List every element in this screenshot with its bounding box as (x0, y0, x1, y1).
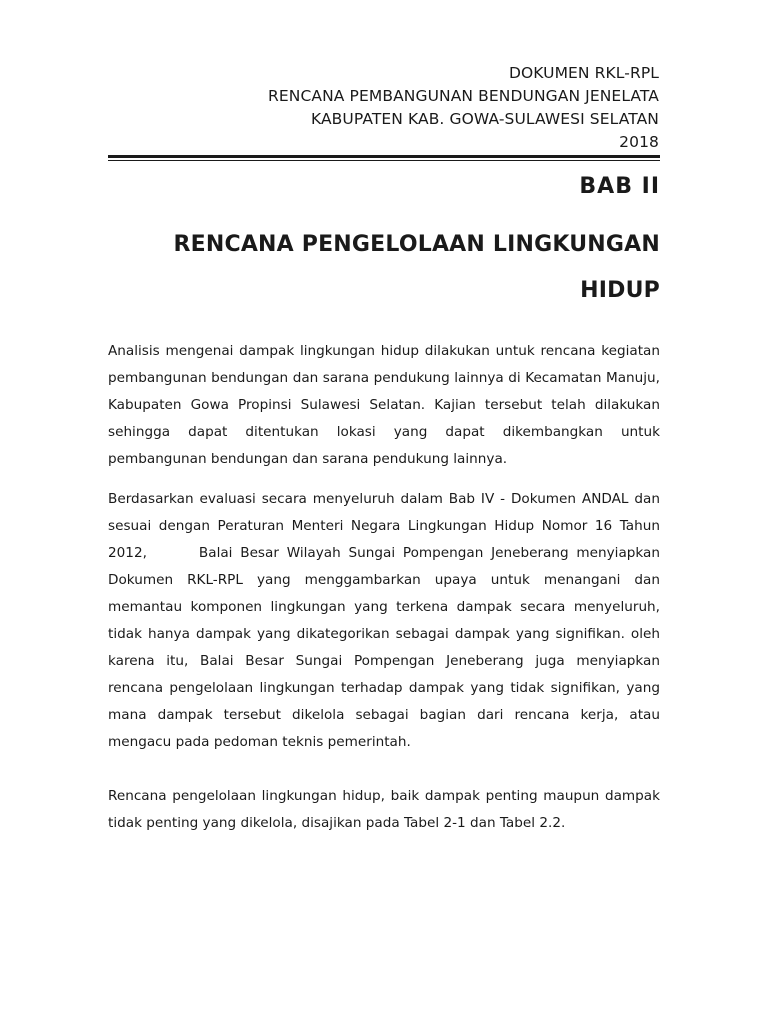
paragraph-3: Rencana pengelolaan lingkungan hidup, baik dampak penting maupun dampak tidak penting yang dikelola, disajikan pada Tabel 2-1 dan Tabel 2.2. (108, 788, 660, 831)
chapter-number: BAB II (579, 174, 660, 199)
header-doc-type: DOKUMEN RKL-RPL (508, 64, 659, 82)
chapter-title-line1: RENCANA PENGELOLAAN LINGKUNGAN (173, 232, 660, 257)
document-header (99, 62, 659, 154)
paragraph-2-start: Berdasarkan evaluasi secara menyeluruh dalam Bab IV - Dokumen ANDAL dan sesuai dengan Peraturan Menteri Negara Lingkungan Hidup Nomor 16 Tahun 2012, (108, 491, 660, 561)
header-year: 2018 (619, 133, 659, 151)
chapter-title (100, 222, 660, 314)
header-project-name: RENCANA PEMBANGUNAN BENDUNGAN JENELATA (268, 87, 659, 105)
header-divider (108, 155, 660, 158)
header-location: KABUPATEN KAB. GOWA-SULAWESI SELATAN (310, 110, 659, 128)
chapter-title-line2: HIDUP (580, 278, 660, 303)
body-text (108, 338, 660, 837)
paragraph-1: Analisis mengenai dampak lingkungan hidup dilakukan untuk rencana kegiatan pembangunan bendungan dan sarana pendukung lainnya di Kecamatan Manuju, Kabupaten Gowa Propinsi Sulawesi Selatan. Kajian tersebut telah dilakukan sehingga dapat ditentukan lokasi yang dapat dikembangkan untuk pembangunan bendungan dan sarana pendukung lainnya. (108, 343, 660, 467)
paragraph-2 (108, 486, 660, 756)
paragraph-2-rest: Balai Besar Wilayah Sungai Pompengan Jeneberang menyiapkan Dokumen RKL-RPL yang menggambarkan upaya untuk menangani dan memantau komponen lingkungan yang terkena dampak secara menyeluruh, tidak hanya dampak yang dikategorikan sebagai dampak yang signifikan. oleh karena itu, Balai Besar Sungai Pompengan Jeneberang juga menyiapkan rencana pengelolaan lingkungan terhadap dampak yang tidak signifikan, yang mana dampak tersebut dikelola sebagai bagian dari rencana kerja, atau mengacu pada pedoman teknis pemerintah. (108, 545, 660, 750)
